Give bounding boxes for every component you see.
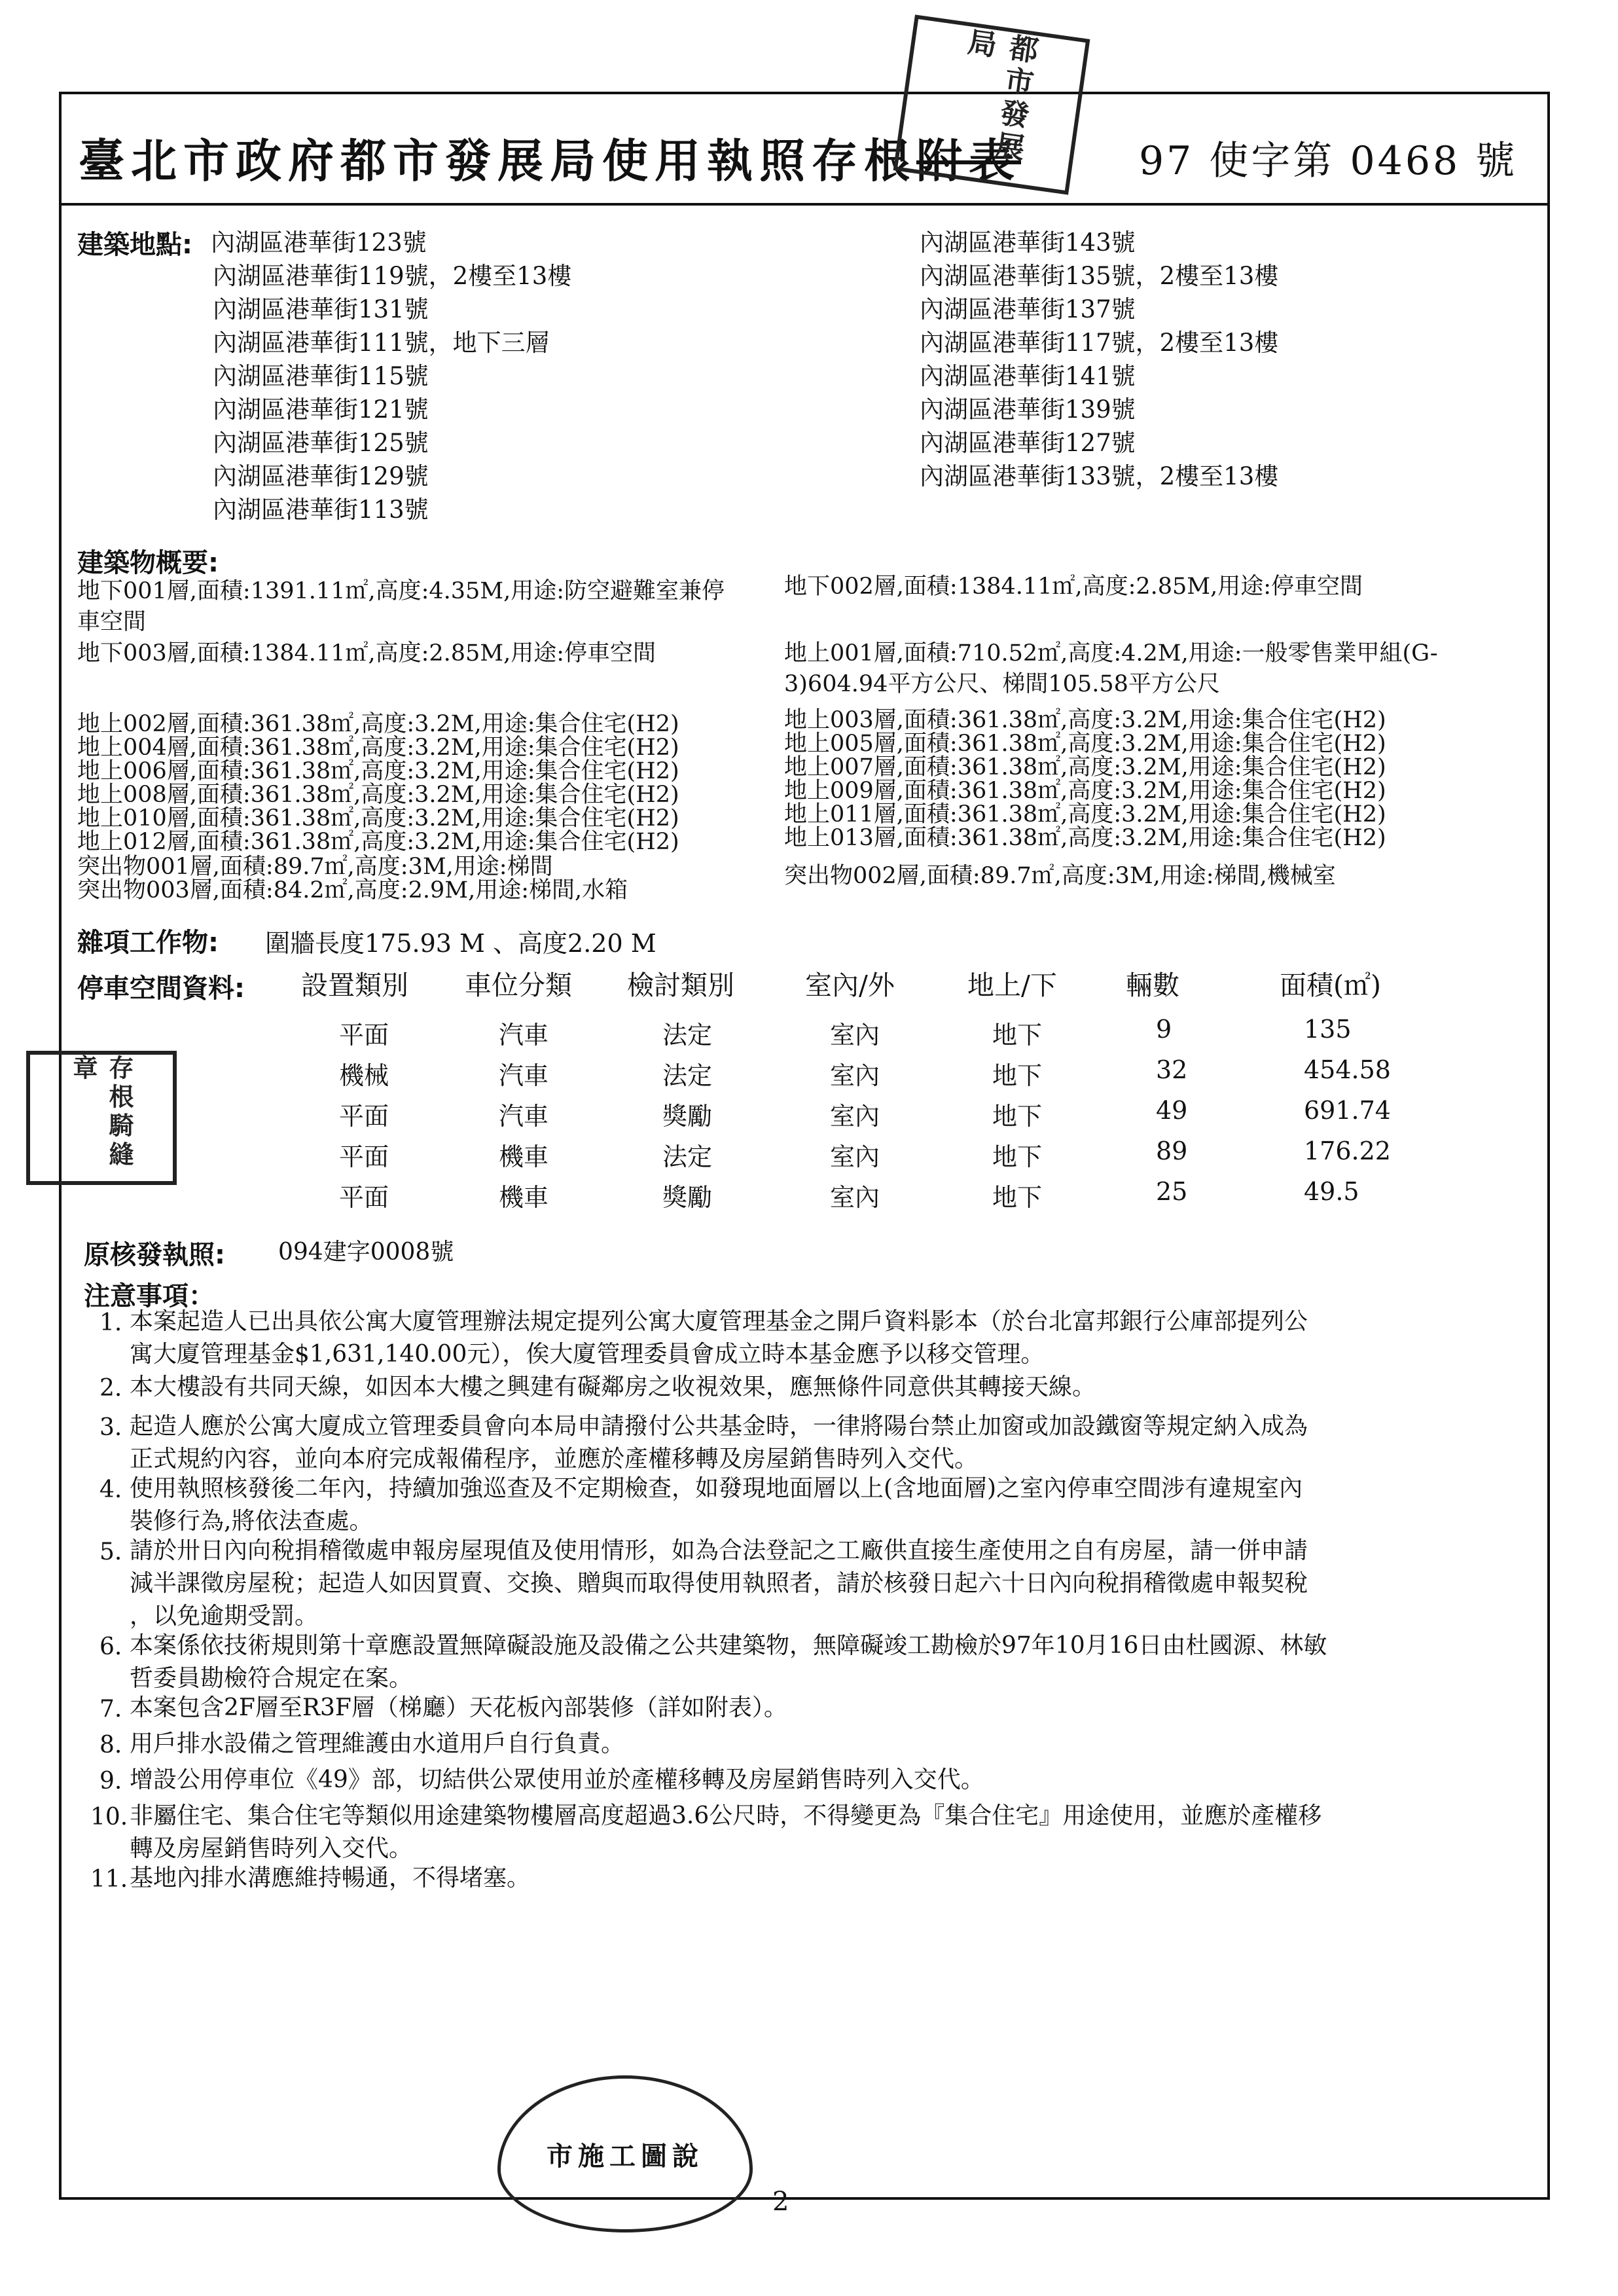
- bottom-seal-text: 市施工圖說: [547, 2140, 704, 2172]
- parking-header-cell: 室內/外: [805, 970, 895, 1001]
- note-number: 5.: [99, 1539, 122, 1565]
- left-margin-stamp: [26, 1051, 177, 1185]
- top-seal-text: 都市發展局: [960, 26, 1040, 166]
- building-floor-line: 地下002層,面積:1384.11㎡,高度:2.85M,用途:停車空間: [784, 574, 1363, 600]
- building-floor-line: 車空間: [77, 609, 147, 635]
- address-item: 內湖區港華街141號: [920, 362, 1136, 390]
- building-label: 建築物概要:: [77, 548, 219, 578]
- parking-cell: 汽車: [499, 1102, 549, 1131]
- parking-cell: 49.5: [1304, 1177, 1359, 1206]
- building-floor-line: 地上009層,面積:361.38㎡,高度:3.2M,用途:集合住宅(H2): [784, 778, 1386, 804]
- note-line: 增設公用停車位《49》部，切結供公眾使用並於產權移轉及房屋銷售時列入交代。: [130, 1766, 984, 1793]
- note-item: [130, 1800, 1537, 1865]
- parking-header-cell: 輛數: [1126, 970, 1179, 1001]
- address-item: 內湖區港華街111號，地下三層: [213, 329, 550, 357]
- parking-cell: 454.58: [1304, 1055, 1391, 1084]
- building-floor-line: 突出物003層,面積:84.2㎡,高度:2.9M,用途:梯間,水箱: [77, 877, 628, 903]
- parking-cell: 176.22: [1304, 1137, 1391, 1165]
- address-item: 內湖區港華街135號，2樓至13樓: [920, 262, 1279, 290]
- address-item: 內湖區港華街121號: [213, 395, 429, 424]
- parking-cell: 獎勵: [662, 1102, 713, 1131]
- orig-license-label: 原核發執照:: [84, 1240, 225, 1270]
- parking-cell: 室內: [830, 1183, 880, 1212]
- building-floor-line: 突出物001層,面積:89.7㎡,高度:3M,用途:梯間: [77, 854, 553, 880]
- page-title: [79, 124, 1021, 191]
- parking-header-cell: 面積(㎡): [1280, 970, 1381, 1001]
- building-floor-line: 地上011層,面積:361.38㎡,高度:3.2M,用途:集合住宅(H2): [784, 801, 1386, 828]
- note-number: 2.: [99, 1375, 122, 1402]
- parking-cell: 691.74: [1304, 1096, 1391, 1125]
- title-rule: [59, 203, 1550, 206]
- parking-cell: 地下: [992, 1183, 1043, 1212]
- address-item: 內湖區港華街143號: [920, 228, 1136, 257]
- parking-cell: 平面: [339, 1142, 389, 1171]
- note-number: 3.: [99, 1414, 122, 1441]
- note-line: 基地內排水溝應維持暢通，不得堵塞。: [130, 1865, 531, 1891]
- building-floor-line: 地上010層,面積:361.38㎡,高度:3.2M,用途:集合住宅(H2): [77, 805, 679, 831]
- note-item: [130, 1728, 1537, 1760]
- parking-cell: 室內: [830, 1061, 880, 1090]
- parking-cell: 室內: [830, 1142, 880, 1171]
- building-floor-line: 地下001層,面積:1391.11㎡,高度:4.35M,用途:防空避難室兼停: [77, 578, 725, 604]
- parking-header-cell: 檢討類別: [627, 970, 734, 1001]
- parking-cell: 地下: [992, 1102, 1043, 1131]
- address-item: 內湖區港華街119號，2樓至13樓: [213, 262, 572, 290]
- note-number: 11.: [90, 1866, 128, 1893]
- note-line: 起造人應於公寓大廈成立管理委員會向本局申請撥付公共基金時，一律將陽台禁止加窗或加設鐵窗等規定納入成為: [130, 1413, 1308, 1440]
- parking-cell: 法定: [662, 1142, 713, 1171]
- note-number: 1.: [99, 1309, 122, 1336]
- parking-cell: 獎勵: [662, 1183, 713, 1212]
- note-line: ，以免逾期受罰。: [130, 1603, 319, 1630]
- parking-cell: 法定: [662, 1061, 713, 1090]
- note-item: [130, 1371, 1537, 1404]
- address-item: 內湖區港華街137號: [920, 295, 1136, 323]
- note-item: [130, 1305, 1537, 1371]
- note-line: 本案係依技術規則第十章應設置無障礙設施及設備之公共建築物，無障礙竣工勘檢於97年10月16日由杜國源、林敏: [130, 1632, 1327, 1659]
- parking-cell: 汽車: [499, 1021, 549, 1049]
- parking-cell: 汽車: [499, 1061, 549, 1090]
- address-item: 內湖區港華街139號: [920, 395, 1136, 424]
- building-floor-line: 地下003層,面積:1384.11㎡,高度:2.85M,用途:停車空間: [77, 640, 656, 666]
- note-number: 7.: [99, 1696, 122, 1722]
- parking-cell: 地下: [992, 1021, 1043, 1049]
- building-floor-line: 地上003層,面積:361.38㎡,高度:3.2M,用途:集合住宅(H2): [784, 707, 1386, 733]
- note-line: 哲委員勘檢符合規定在案。: [130, 1665, 413, 1692]
- left-stamp-text: 存根騎縫章: [69, 1055, 134, 1170]
- address-item: 內湖區港華街131號: [213, 295, 429, 323]
- note-item: [130, 1692, 1537, 1724]
- note-line: 請於卅日內向稅捐稽徵處申報房屋現值及使用情形，如為合法登記之工廠供直接生產使用之自有房屋，請一併申請: [130, 1537, 1308, 1564]
- title-text: 臺北市政府都市發展局使用執照存根: [79, 134, 916, 188]
- misc-value: 圍牆長度175.93 M 、高度2.20 M: [265, 929, 656, 958]
- building-floor-line: 地上006層,面積:361.38㎡,高度:3.2M,用途:集合住宅(H2): [77, 758, 679, 784]
- note-line: 減半課徵房屋稅；起造人如因買賣、交換、贈與而取得使用執照者，請於核發日起六十日內向稅捐稽徵處申報契稅: [130, 1570, 1308, 1597]
- building-floor-line: 地上007層,面積:361.38㎡,高度:3.2M,用途:集合住宅(H2): [784, 754, 1386, 780]
- parking-header-cell: 地上/下: [967, 970, 1057, 1001]
- building-floor-line: 地上004層,面積:361.38㎡,高度:3.2M,用途:集合住宅(H2): [77, 735, 679, 761]
- note-number: 10.: [90, 1804, 128, 1831]
- building-floor-line: 地上001層,面積:710.52㎡,高度:4.2M,用途:一般零售業甲組(G-: [784, 640, 1438, 666]
- note-line: 用戶排水設備之管理維護由水道用戶自行負責。: [130, 1730, 625, 1757]
- parking-cell: 地下: [992, 1061, 1043, 1090]
- parking-cell: 地下: [992, 1142, 1043, 1171]
- parking-cell: 89: [1156, 1137, 1188, 1165]
- address-item: 內湖區港華街133號，2樓至13樓: [920, 462, 1279, 490]
- note-line: 使用執照核發後二年內，持續加強巡查及不定期檢查，如發現地面層以上(含地面層)之室內停車空間涉有違規室內: [130, 1475, 1303, 1502]
- title-strike-text: 附表: [916, 134, 1021, 188]
- parking-label: 停車空間資料:: [77, 974, 245, 1004]
- parking-header-cell: 設置類別: [301, 970, 408, 1001]
- building-floor-line: 地上012層,面積:361.38㎡,高度:3.2M,用途:集合住宅(H2): [77, 829, 679, 855]
- note-line: 正式規約內容，並向本府完成報備程序，並應於產權移轉及房屋銷售時列入交代。: [130, 1446, 979, 1472]
- address-item: 內湖區港華街127號: [920, 429, 1136, 457]
- note-number: 6.: [99, 1633, 122, 1660]
- page-number: 2: [772, 2187, 789, 2217]
- building-floor-line: 地上002層,面積:361.38㎡,高度:3.2M,用途:集合住宅(H2): [77, 711, 679, 737]
- address-item: 內湖區港華街115號: [213, 362, 429, 390]
- note-line: 本案起造人已出具依公寓大廈管理辦法規定提列公寓大廈管理基金之開戶資料影本（於台北富邦銀行公庫部提列公: [130, 1308, 1308, 1335]
- note-line: 寓大廈管理基金$1,631,140.00元），俟大廈管理委員會成立時本基金應予以移交管理。: [130, 1341, 1045, 1368]
- note-line: 裝修行為,將依法查處。: [130, 1508, 373, 1535]
- parking-cell: 32: [1156, 1055, 1188, 1084]
- document-number: 97 使字第 0468 號: [1139, 138, 1518, 184]
- note-item: [130, 1535, 1537, 1633]
- orig-license-value: 094建字0008號: [278, 1239, 454, 1266]
- parking-cell: 機械: [339, 1061, 389, 1090]
- parking-cell: 135: [1304, 1015, 1352, 1044]
- note-number: 8.: [99, 1732, 122, 1758]
- building-floor-line: 3)604.94平方公尺、梯間105.58平方公尺: [784, 671, 1220, 697]
- address-label: 建築地點:: [77, 230, 192, 260]
- note-line: 本大樓設有共同天線，如因本大樓之興建有礙鄰房之收視效果，應無條件同意供其轉接天線。: [130, 1374, 1096, 1400]
- building-floor-line: 地上013層,面積:361.38㎡,高度:3.2M,用途:集合住宅(H2): [784, 825, 1386, 851]
- parking-cell: 平面: [339, 1183, 389, 1212]
- building-floor-line: 地上008層,面積:361.38㎡,高度:3.2M,用途:集合住宅(H2): [77, 782, 679, 808]
- address-item: 內湖區港華街117號，2樓至13樓: [920, 329, 1279, 357]
- notes-label: 注意事項：: [84, 1281, 215, 1311]
- parking-cell: 室內: [830, 1102, 880, 1131]
- top-seal-stamp: [893, 14, 1090, 194]
- note-item: [130, 1764, 1537, 1796]
- building-floor-line: 突出物002層,面積:89.7㎡,高度:3M,用途:梯間,機械室: [784, 863, 1336, 889]
- note-item: [130, 1630, 1537, 1695]
- note-number: 4.: [99, 1476, 122, 1503]
- address-item: 內湖區港華街113號: [213, 496, 429, 524]
- parking-cell: 平面: [339, 1021, 389, 1049]
- note-line: 非屬住宅、集合住宅等類似用途建築物樓層高度超過3.6公尺時，不得變更為『集合住宅』用途使用，並應於產權移: [130, 1802, 1322, 1829]
- parking-cell: 法定: [662, 1021, 713, 1049]
- note-item: [130, 1410, 1537, 1476]
- parking-header-cell: 車位分類: [465, 970, 572, 1001]
- parking-cell: 9: [1156, 1015, 1172, 1044]
- address-item: 內湖區港華街125號: [213, 429, 429, 457]
- misc-label: 雜項工作物:: [77, 928, 219, 958]
- parking-cell: 室內: [830, 1021, 880, 1049]
- address-item: 內湖區港華街129號: [213, 462, 429, 490]
- parking-cell: 25: [1156, 1177, 1188, 1206]
- note-line: 轉及房屋銷售時列入交代。: [130, 1835, 413, 1862]
- note-line: 本案包含2F層至R3F層（梯廳）天花板內部裝修（詳如附表）。: [130, 1694, 787, 1721]
- note-item: [130, 1472, 1537, 1538]
- note-item: [130, 1862, 1537, 1895]
- address-item: 內湖區港華街123號: [211, 228, 427, 257]
- building-floor-line: 地上005層,面積:361.38㎡,高度:3.2M,用途:集合住宅(H2): [784, 731, 1386, 757]
- note-number: 9.: [99, 1768, 122, 1795]
- parking-cell: 機車: [499, 1142, 549, 1171]
- parking-cell: 49: [1156, 1096, 1188, 1125]
- parking-cell: 機車: [499, 1183, 549, 1212]
- parking-cell: 平面: [339, 1102, 389, 1131]
